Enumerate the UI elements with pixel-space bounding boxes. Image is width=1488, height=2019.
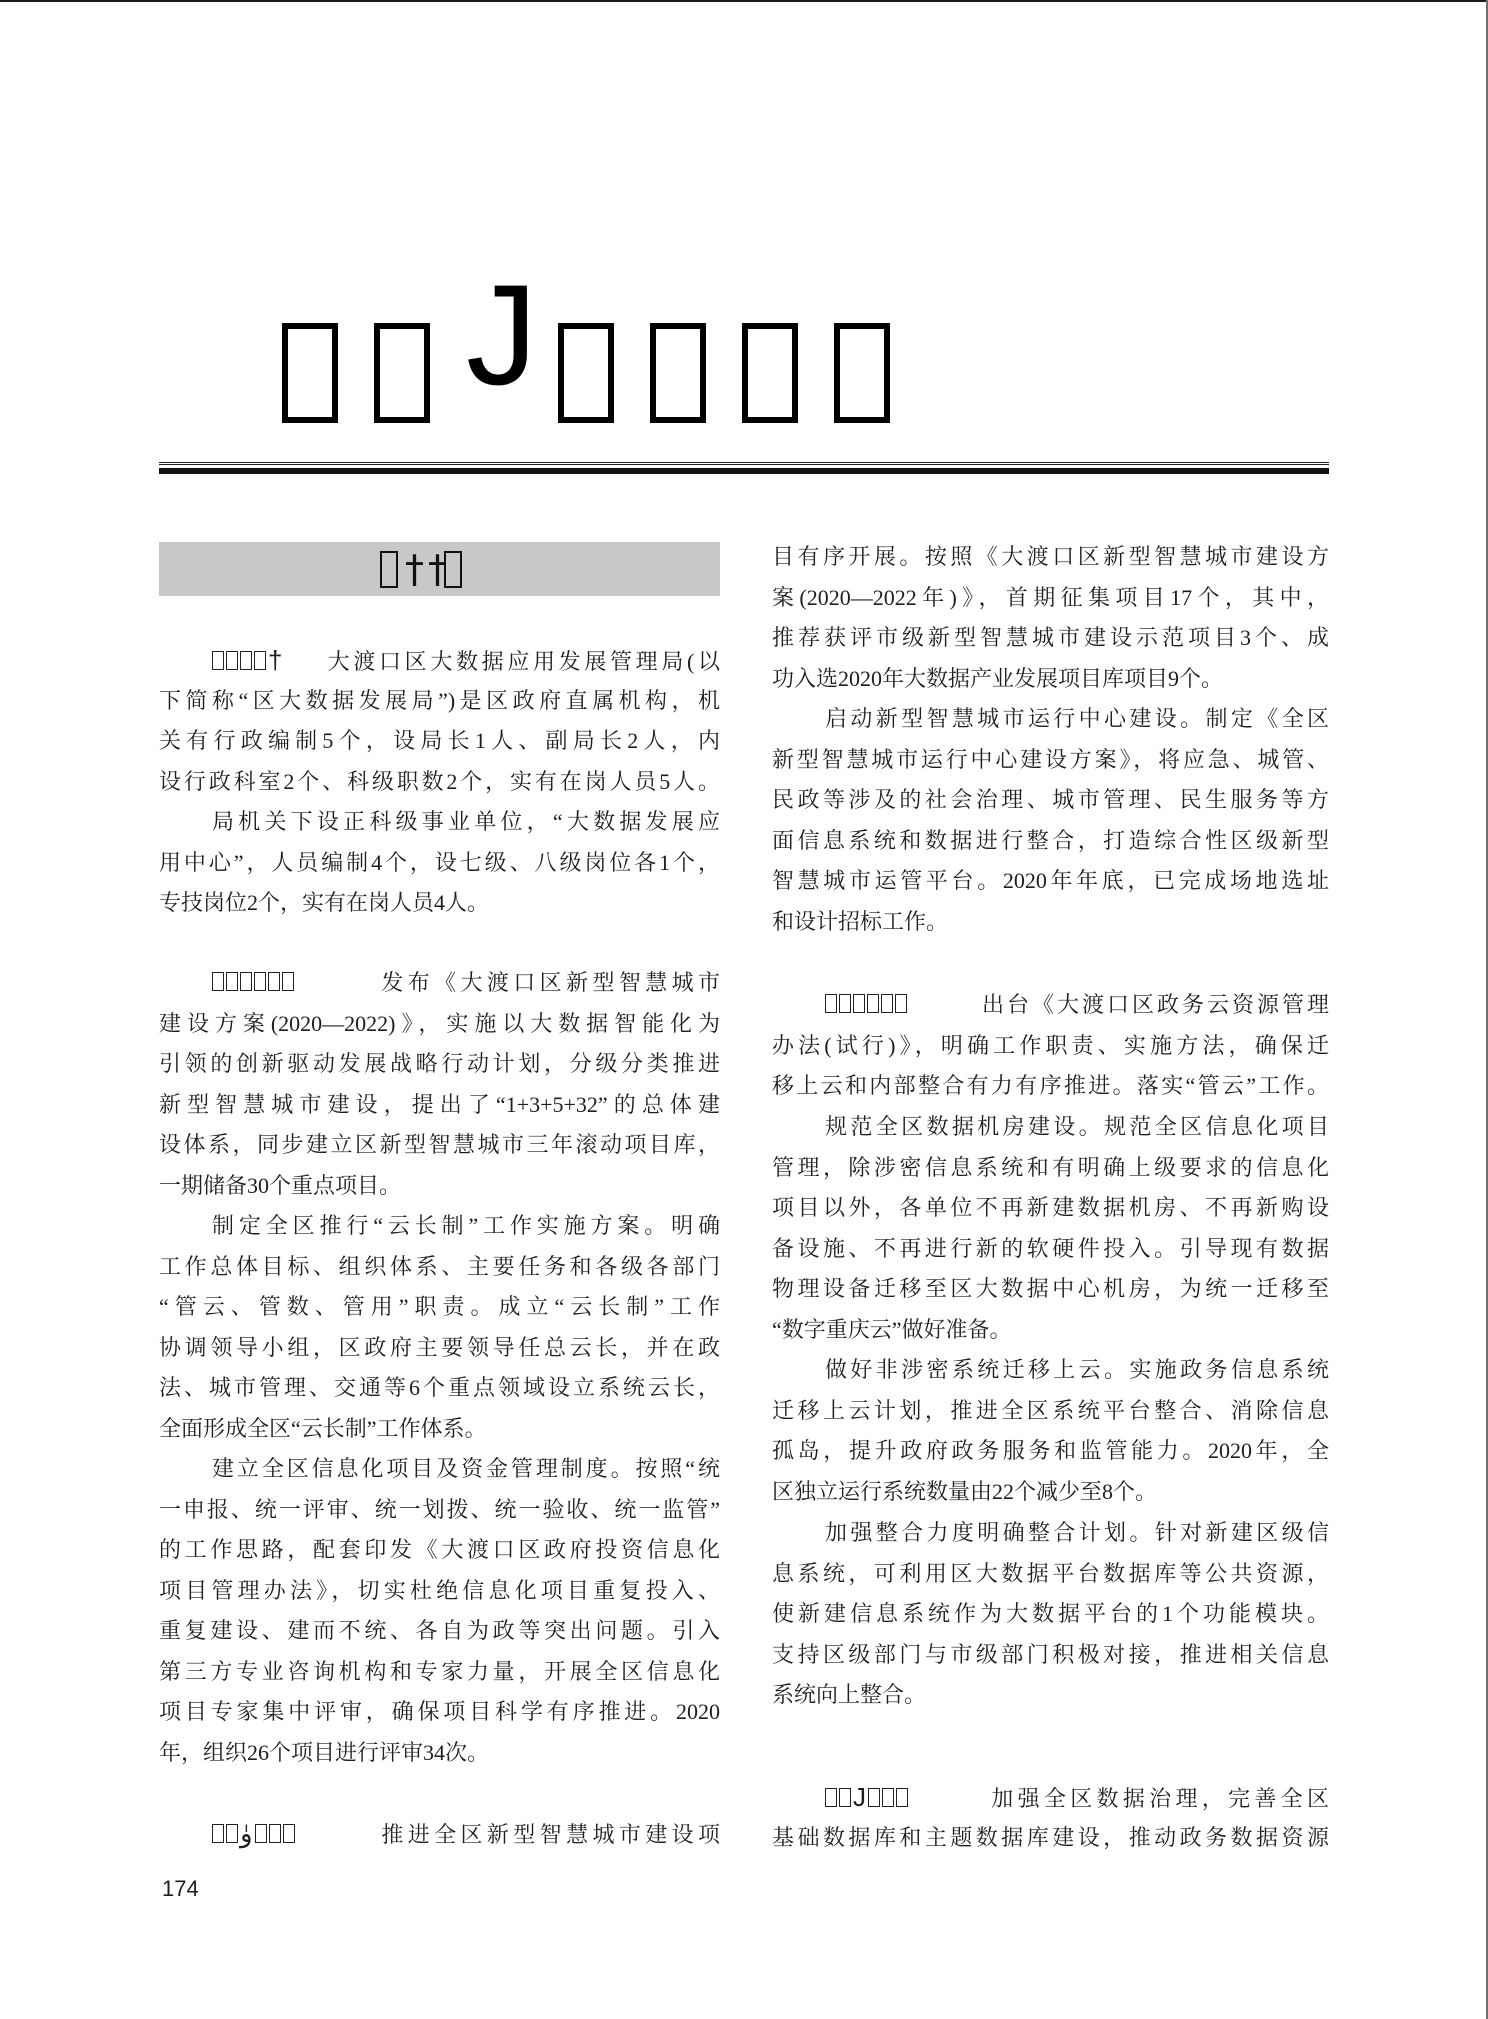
paragraph xyxy=(772,1107,1329,1350)
text-line: 法、城市管理、交通等6个重点领域设立系统云长， xyxy=(159,1375,720,1400)
text-line: 第三方专业咨询机构和专家力量，开展全区信息化 xyxy=(159,1658,720,1684)
missing-glyph-box xyxy=(853,994,865,1013)
text-line xyxy=(159,640,720,681)
text-line: 系统向上整合。 xyxy=(772,1682,927,1707)
missing-glyph-box xyxy=(834,323,890,423)
chapter-title xyxy=(282,256,926,415)
paragraph xyxy=(772,1350,1329,1512)
glyph-text: J xyxy=(853,1782,866,1812)
missing-glyph-box xyxy=(896,1788,908,1807)
text-line xyxy=(772,1777,1329,1818)
missing-glyph-box xyxy=(254,972,266,991)
text-line: 局机关下设正科级事业单位，“大数据发展应 xyxy=(212,809,720,834)
glyph-text: †† xyxy=(405,546,451,591)
line-text: 出台《大渡口区政务云资源管理 xyxy=(979,992,1329,1017)
paragraph xyxy=(772,985,1329,1107)
missing-glyph-box xyxy=(282,323,338,423)
missing-glyph-box xyxy=(867,994,879,1013)
text-line: 迁移上云计划，推进全区系统平台整合、消除信息 xyxy=(772,1397,1329,1423)
text-line: 制定全区推行“云长制”工作实施方案。明确 xyxy=(212,1213,720,1238)
text-line: 加强整合力度明确整合计划。针对新建区级信 xyxy=(825,1520,1329,1545)
text-line: 引领的创新驱动发展战略行动计划，分级分类推进 xyxy=(159,1051,720,1076)
text-line: 全面形成全区“云长制”工作体系。 xyxy=(159,1415,487,1441)
missing-glyph-box xyxy=(212,1824,224,1843)
missing-glyph-box xyxy=(283,1824,295,1843)
missing-glyph-box xyxy=(240,972,252,991)
text-line: 新型智慧城市建设，提出了“1+3+5+32”的总体建 xyxy=(159,1091,720,1117)
text-line: 管理，除涉密信息系统和有明确上级要求的信息化 xyxy=(772,1154,1329,1180)
text-line: 一期储备30个重点项目。 xyxy=(159,1172,402,1198)
text-line xyxy=(159,1813,720,1854)
missing-glyph-box xyxy=(882,1788,894,1807)
text-line: 民政等涉及的社会治理、城市管理、民生服务等方 xyxy=(772,787,1329,812)
text-line: 和设计招标工作。 xyxy=(772,908,949,934)
text-line: 办法(试行)》，明确工作职责、实施方法，确保迁 xyxy=(772,1032,1329,1058)
paragraph xyxy=(159,802,720,924)
text-line: 下简称“区大数据发展局”)是区政府直属机构，机 xyxy=(159,687,720,713)
missing-glyph-box xyxy=(254,651,266,670)
text-line: 设行政科室2个、科级职数2个，实有在岗人员5人。 xyxy=(159,768,720,794)
text-line: 支持区级部门与市级部门积极对接，推进相关信息 xyxy=(772,1641,1329,1667)
line-text: 推进全区新型智慧城市建设项 xyxy=(377,1822,720,1847)
missing-glyph-box xyxy=(839,1788,851,1807)
text-line: 面信息系统和数据进行整合，打造综合性区级新型 xyxy=(772,827,1329,853)
line-text: 发布《大渡口区新型智慧城市 xyxy=(377,970,720,995)
text-line: 功入选2020年大数据产业发展项目库项目9个。 xyxy=(772,665,1224,691)
page-number: 174 xyxy=(162,1876,199,1901)
text-line: 项目专家集中评审，确保项目科学有序推进。2020 xyxy=(159,1699,720,1724)
missing-glyph-box xyxy=(742,323,798,423)
missing-glyph-box xyxy=(255,1824,267,1843)
missing-glyph-box xyxy=(895,994,907,1013)
paragraph xyxy=(159,1206,720,1449)
paragraph xyxy=(159,1449,720,1773)
text-line: 做好非涉密系统迁移上云。实施政务信息系统 xyxy=(825,1357,1329,1382)
missing-glyph-box xyxy=(226,1824,238,1843)
text-line: 案(2020—2022年)》，首期征集项目17个，其中， xyxy=(772,584,1329,610)
glyph-text: † xyxy=(268,645,283,675)
text-line: 用中心”，人员编制4个，设七级、八级岗位各1个， xyxy=(159,849,720,875)
text-line: 专技岗位2个，实有在岗人员4人。 xyxy=(159,890,490,915)
section-lead xyxy=(212,1813,377,1856)
text-line: “管云、管数、管用”职责。成立“云长制”工作 xyxy=(159,1294,720,1319)
missing-glyph-box xyxy=(868,1788,880,1807)
text-line: 目有序开展。按照《大渡口区新型智慧城市建设方 xyxy=(772,544,1329,569)
missing-glyph-box xyxy=(825,1788,837,1807)
missing-glyph-box xyxy=(226,972,238,991)
text-line: 推荐获评市级新型智慧城市建设示范项目3个、成 xyxy=(772,625,1329,650)
text-line: 建立全区信息化项目及资金管理制度。按照“统 xyxy=(212,1456,720,1481)
title-rule-thin xyxy=(159,462,1329,465)
section-header-bar xyxy=(159,542,720,596)
missing-glyph-box xyxy=(240,651,252,670)
page-top-border xyxy=(0,0,1488,2)
section-lead xyxy=(825,1777,987,1820)
section-lead xyxy=(212,640,324,683)
missing-glyph-box xyxy=(881,994,893,1013)
text-line: 关有行政编制5个，设局长1人、副局长2人，内 xyxy=(159,728,720,753)
text-line: 工作总体目标、组织体系、主要任务和各级各部门 xyxy=(159,1253,720,1279)
glyph-text: J xyxy=(466,256,538,415)
text-line xyxy=(772,985,1329,1026)
missing-glyph-box xyxy=(374,323,430,423)
text-line: 孤岛，提升政府政务服务和监管能力。2020年，全 xyxy=(772,1438,1329,1463)
text-line: 移上云和内部整合有力有序推进。落实“管云”工作。 xyxy=(772,1073,1329,1098)
missing-glyph-box xyxy=(268,972,280,991)
paragraph xyxy=(159,963,720,1206)
section-lead xyxy=(212,963,377,1004)
section-header-title xyxy=(380,542,469,596)
paragraph xyxy=(772,699,1329,942)
missing-glyph-box xyxy=(558,323,614,423)
text-line: 启动新型智慧城市运行中心建设。制定《全区 xyxy=(825,706,1329,731)
title-rule-thick xyxy=(159,468,1329,474)
missing-glyph-box xyxy=(226,651,238,670)
text-line: 息系统，可利用区大数据平台数据库等公共资源， xyxy=(772,1560,1329,1586)
section-lead xyxy=(825,985,979,1026)
text-line: 重复建设、建而不统、各自为政等突出问题。引入 xyxy=(159,1618,720,1643)
missing-glyph-box xyxy=(839,994,851,1013)
text-line: “数字重庆云”做好准备。 xyxy=(772,1316,1012,1342)
text-line: 物理设备迁移至区大数据中心机房，为统一迁移至 xyxy=(772,1276,1329,1301)
text-line: 使新建信息系统作为大数据平台的1个功能模块。 xyxy=(772,1601,1329,1626)
line-text: 大渡口区大数据应用发展管理局(以 xyxy=(324,649,720,674)
missing-glyph-box xyxy=(380,551,398,588)
paragraph xyxy=(772,537,1329,699)
text-line xyxy=(159,963,720,1004)
missing-glyph-box xyxy=(212,651,224,670)
line-text: 加强全区数据治理，完善全区 xyxy=(987,1786,1329,1811)
text-line: 一申报、统一评审、统一划拨、统一验收、统一监管” xyxy=(159,1496,720,1522)
text-line: 设体系，同步建立区新型智慧城市三年滚动项目库， xyxy=(159,1132,720,1157)
paragraph xyxy=(772,1513,1329,1716)
paragraph xyxy=(772,1777,1329,1858)
text-line: 规范全区数据机房建设。规范全区信息化项目 xyxy=(825,1114,1329,1139)
glyph-text: وٰ xyxy=(240,1818,253,1848)
missing-glyph-box xyxy=(444,551,462,588)
text-line: 项目管理办法》，切实杜绝信息化项目重复投入、 xyxy=(159,1577,720,1603)
missing-glyph-box xyxy=(269,1824,281,1843)
text-line: 智慧城市运管平台。2020年年底，已完成场地选址 xyxy=(772,868,1329,893)
missing-glyph-box xyxy=(212,972,224,991)
missing-glyph-box xyxy=(825,994,837,1013)
missing-glyph-box xyxy=(650,323,706,423)
paragraph xyxy=(159,1813,720,1854)
text-line: 的工作思路，配套印发《大渡口区政府投资信息化 xyxy=(159,1537,720,1562)
text-line: 备设施、不再进行新的软硬件投入。引导现有数据 xyxy=(772,1235,1329,1261)
text-line: 项目以外，各单位不再新建数据机房、不再新购设 xyxy=(772,1195,1329,1220)
text-line: 协调领导小组，区政府主要领导任总云长，并在政 xyxy=(159,1334,720,1360)
missing-glyph-box xyxy=(282,972,294,991)
paragraph xyxy=(159,640,720,802)
text-line: 年，组织26个项目进行评审34次。 xyxy=(159,1739,490,1765)
text-line: 区独立运行系统数量由22个减少至8个。 xyxy=(772,1478,1158,1504)
text-line: 基础数据库和主题数据库建设，推动政务数据资源 xyxy=(772,1824,1329,1850)
text-line: 新型智慧城市运行中心建设方案》，将应急、城管、 xyxy=(772,746,1329,772)
text-line: 建设方案(2020—2022)》，实施以大数据智能化为 xyxy=(159,1010,720,1036)
